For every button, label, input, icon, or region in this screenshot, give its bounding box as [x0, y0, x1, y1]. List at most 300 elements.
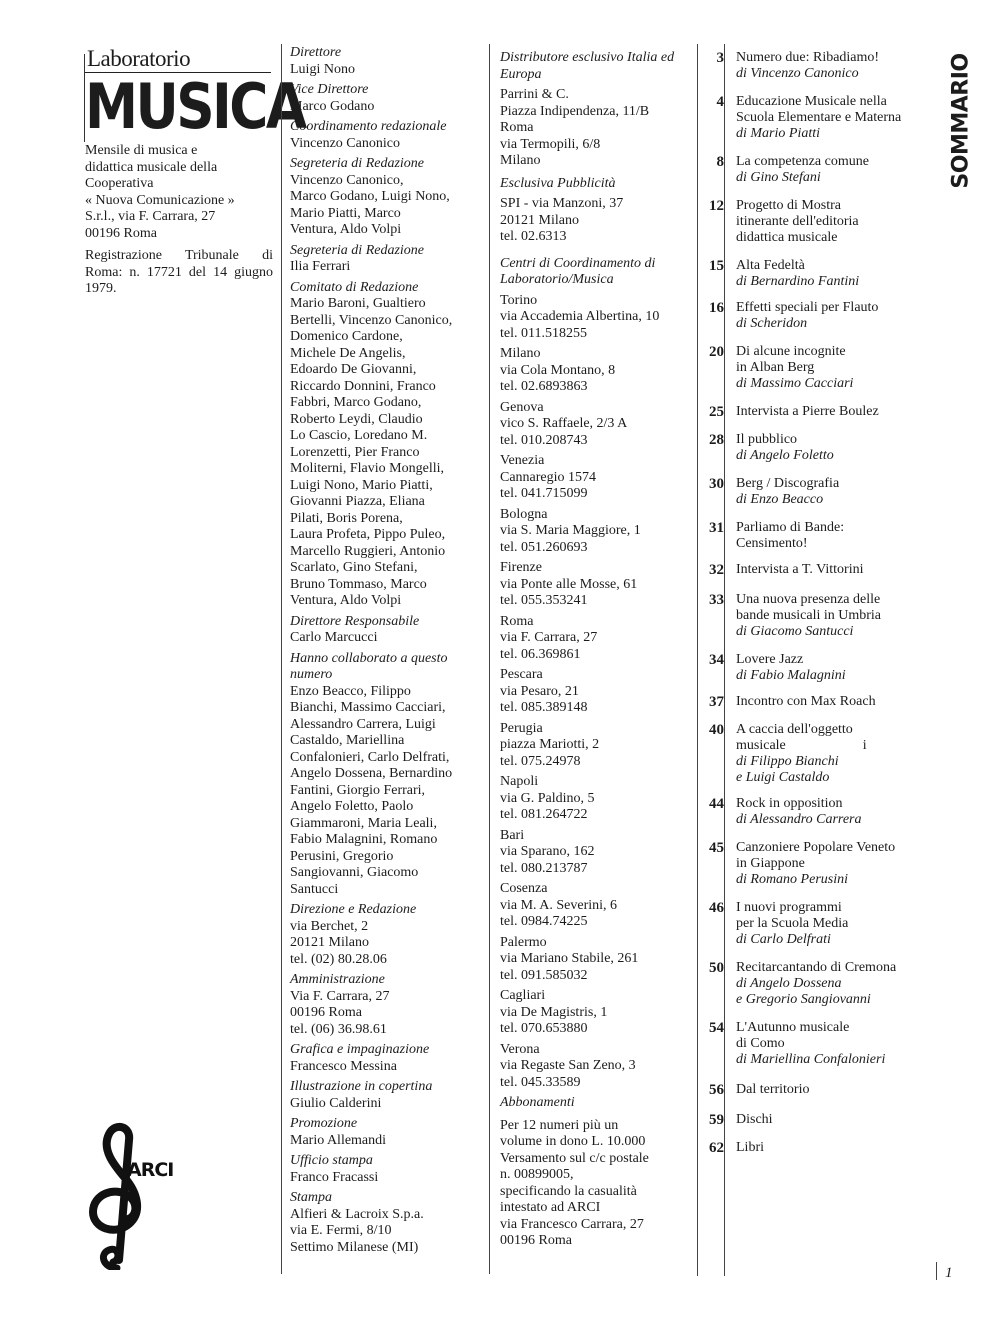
staff-name-line: 20121 Milano [290, 935, 369, 950]
toc-title-line: Scuola Elementare e Materna [736, 110, 902, 125]
toc-author-line: e Luigi Castaldo [736, 770, 830, 785]
staff-name-line: Fabbri, Marco Godano, [290, 395, 422, 410]
distributor-line: Roma [500, 120, 534, 135]
ads-block [500, 176, 696, 246]
center-city: Milano [500, 346, 541, 361]
staff-name-line: Mario Piatti, Marco [290, 205, 401, 221]
toc-author-line: di Vincenzo Canonico [736, 66, 859, 81]
toc-entry [697, 1140, 935, 1157]
staff-block [290, 1116, 480, 1149]
staff-name-line: 00196 Roma [290, 1005, 362, 1020]
center-city: Firenze [500, 560, 542, 575]
column-rule [281, 44, 282, 1274]
center-city: Genova [500, 399, 544, 415]
arci-logo [85, 1120, 205, 1270]
toc-title-line: Berg / Discografia [736, 476, 840, 491]
staff-name-line: Lo Cascio, Loredano M. [290, 428, 428, 443]
staff-name-line: Michele De Angelis, [290, 345, 406, 361]
staff-name-line: Perusini, Gregorio [290, 848, 394, 864]
staff-name-line: Lorenzetti, Pier Franco [290, 444, 420, 460]
staff-name-line: Francesco Messina [290, 1058, 397, 1074]
staff-name-line: Angelo Foletto, Paolo [290, 799, 414, 814]
staff-name-line: Bruno Tommaso, Marco [290, 576, 427, 592]
center-city: Torino [500, 292, 538, 308]
subscriptions-line: volume in dono L. 10.000 [500, 1134, 646, 1149]
center-address: via Mariano Stabile, 261 [500, 951, 639, 966]
staff-name-line: Pilati, Boris Porena, [290, 510, 403, 526]
center-city: Bologna [500, 506, 548, 522]
ads-line: tel. 02.6313 [500, 229, 567, 244]
toc-page-number: 46 [709, 900, 724, 916]
center-phone: tel. 070.653880 [500, 1021, 588, 1036]
center-address: via M. A. Severini, 6 [500, 897, 618, 913]
toc-title-line: Rock in opposition [736, 796, 843, 811]
center-address: Cannaregio 1574 [500, 469, 597, 485]
staff-role: Vice Direttore [290, 82, 369, 97]
toc-author-line: di Romano Perusini [736, 872, 848, 887]
toc-page-number: 34 [709, 652, 724, 668]
toc-text [736, 432, 935, 464]
page-number: 1 [945, 1265, 953, 1281]
toc-entry [697, 722, 935, 786]
logo-text: ARCI [127, 1159, 174, 1181]
toc-text [736, 344, 935, 392]
toc-page-number: 12 [709, 198, 724, 214]
toc-author-line: di Filippo Bianchi [736, 754, 839, 769]
center-address: piazza Mariotti, 2 [500, 737, 600, 752]
staff-name-line: Alfieri & Lacroix S.p.a. [290, 1206, 424, 1222]
toc-title-line: A caccia dell'oggetto [736, 722, 853, 737]
masthead-description [85, 143, 273, 242]
staff-role: Illustrazione in copertina [290, 1079, 433, 1094]
toc-entry [697, 404, 935, 421]
toc-page-number: 3 [716, 50, 724, 66]
toc-entry [697, 694, 935, 711]
centers-label: Centri di Coordinamento di Laboratorio/Musica [500, 255, 656, 287]
staff-name-line: Sangiovanni, Giacomo [290, 865, 419, 880]
toc-entry [697, 50, 935, 82]
toc-text [736, 404, 935, 420]
toc-text [736, 1020, 935, 1068]
description-line: didattica musicale della [85, 159, 218, 175]
staff-role: Stampa [290, 1190, 332, 1205]
staff-name-line: Confalonieri, Carlo Delfrati, [290, 749, 450, 765]
staff-name-line: Mario Allemandi [290, 1132, 387, 1148]
toc-title-line: musicale i [736, 738, 867, 753]
toc-text [736, 722, 935, 786]
center-address: via Sparano, 162 [500, 844, 595, 859]
toc-entry [697, 900, 935, 948]
center-address: vico S. Raffaele, 2/3 A [500, 416, 628, 431]
toc-title-line: Dischi [736, 1112, 773, 1127]
staff-name-line: Via F. Carrara, 27 [290, 988, 390, 1004]
subscriptions-line: intestato ad ARCI [500, 1200, 601, 1215]
subscriptions-label: Abbonamenti [500, 1095, 575, 1110]
contents-title [948, 52, 974, 189]
toc-page-number: 25 [709, 404, 724, 420]
staff-name-line: Santucci [290, 881, 339, 897]
staff-block [290, 1079, 480, 1112]
staff-block [290, 614, 480, 647]
staff-block [290, 1042, 480, 1075]
toc-entry [697, 652, 935, 684]
staff-name-line: Scarlato, Gino Stefani, [290, 560, 418, 575]
center-phone: tel. 010.208743 [500, 432, 588, 448]
toc-text [736, 1112, 935, 1128]
staff-name-line: Franco Fracassi [290, 1169, 379, 1185]
toc-title-line: Il pubblico [736, 432, 798, 447]
toc-page-number: 20 [709, 344, 724, 360]
staff-name-line: tel. (02) 80.28.06 [290, 951, 387, 967]
center-address: via Pesaro, 21 [500, 683, 579, 699]
toc-title-line: Incontro con Max Roach [736, 694, 876, 709]
toc-author-line: di Enzo Beacco [736, 492, 824, 507]
staff-role: Coordinamento redazionale [290, 119, 447, 134]
toc-title-line: Parliamo di Bande: [736, 520, 845, 535]
toc-text [736, 300, 935, 332]
staff-name-line: Edoardo De Giovanni, [290, 362, 417, 377]
staff-name-line: Bianchi, Massimo Cacciari, [290, 700, 446, 715]
staff-name-line: Giammaroni, Maria Leali, [290, 815, 437, 831]
toc-title-line: L'Autunno musicale [736, 1020, 850, 1035]
toc-text [736, 520, 935, 552]
toc-entry [697, 258, 935, 290]
staff-name-line: Riccardo Donnini, Franco [290, 378, 436, 394]
toc-entry [697, 840, 935, 888]
staff-role: Hanno collaborato a questo numero [290, 650, 448, 682]
staff-block [290, 243, 480, 276]
staff-name-line: Giulio Calderini [290, 1095, 382, 1111]
staff-role: Ufficio stampa [290, 1153, 373, 1168]
toc-text [736, 562, 935, 578]
center-city: Napoli [500, 774, 539, 789]
toc-text [736, 476, 935, 508]
toc-text [736, 960, 935, 1008]
toc-author-line: di Mario Piatti [736, 126, 820, 141]
toc-title-line: Una nuova presenza delle [736, 592, 881, 607]
staff-name-line: Ilia Ferrari [290, 259, 351, 274]
toc-title-line: Canzoniere Popolare Veneto [736, 840, 896, 855]
staff-block [290, 82, 480, 115]
center-city: Verona [500, 1041, 540, 1057]
center-address: via S. Maria Maggiore, 1 [500, 523, 641, 538]
staff-name-line: Marco Godano [290, 98, 375, 114]
center-phone: tel. 075.24978 [500, 753, 581, 769]
staff-name-line: Marcello Ruggieri, Antonio [290, 543, 446, 559]
staff-role: Grafica e impaginazione [290, 1042, 430, 1057]
staff-name-line: Luigi Nono, Mario Piatti, [290, 477, 433, 493]
subscriptions-line: Per 12 numeri più un [500, 1117, 619, 1133]
toc-page-number: 32 [709, 562, 724, 578]
toc-text [736, 900, 935, 948]
center-city: Bari [500, 827, 525, 843]
staff-block [290, 651, 480, 899]
toc-title-line: Censimento! [736, 536, 808, 551]
staff-name-line: Luigi Nono [290, 61, 355, 77]
toc-entry [697, 476, 935, 508]
center-address: via G. Paldino, 5 [500, 790, 595, 806]
toc-title-line: Di alcune incognite [736, 344, 846, 359]
center-phone: tel. 02.6893863 [500, 379, 588, 394]
toc-text [736, 694, 935, 710]
description-line: 00196 Roma [85, 225, 157, 241]
staff-role: Comitato di Redazione [290, 279, 419, 295]
staff-block [290, 972, 480, 1038]
staff-block [290, 156, 480, 239]
staff-name-line: Enzo Beacco, Filippo [290, 683, 411, 699]
center-address: via Accademia Albertina, 10 [500, 309, 660, 324]
toc-title-line: in Giappone [736, 856, 805, 871]
toc-title-line: per la Scuola Media [736, 916, 849, 931]
center-entry [500, 828, 696, 878]
distributor-line: Parrini & C. [500, 87, 569, 102]
center-entry [500, 293, 696, 343]
center-entry [500, 453, 696, 503]
staff-role: Segreteria di Redazione [290, 242, 425, 258]
ads-label: Esclusiva Pubblicità [500, 175, 616, 191]
description-line: S.r.l., via F. Carrara, 27 [85, 209, 216, 224]
description-line: Mensile di musica e [85, 143, 198, 158]
toc-page-number: 15 [709, 258, 724, 274]
toc-title-line: La competenza comune [736, 154, 869, 169]
toc-title-line: Recitarcantando di Cremona [736, 960, 897, 975]
toc-author-line: di Massimo Cacciari [736, 376, 854, 391]
toc-page-number: 31 [709, 520, 724, 536]
toc-entry [697, 432, 935, 464]
center-city: Palermo [500, 934, 547, 950]
distributor-line: Milano [500, 153, 541, 168]
toc-entry [697, 154, 935, 186]
subscriptions-line: via Francesco Carrara, 27 [500, 1216, 644, 1232]
toc-author-line: di Fabio Malagnini [736, 668, 846, 683]
toc-author-line: di Gino Stefani [736, 170, 821, 185]
staff-name-line: via E. Fermi, 8/10 [290, 1223, 392, 1238]
staff-block [290, 280, 480, 610]
subscriptions-line: n. 00899005, [500, 1167, 574, 1182]
toc-entry [697, 562, 935, 579]
center-entry [500, 1042, 696, 1092]
toc-entry [697, 1082, 935, 1099]
toc-title-line: Effetti speciali per Flauto [736, 300, 879, 315]
toc-author-line: di Angelo Dossena [736, 976, 842, 991]
center-entry [500, 881, 696, 931]
center-phone: tel. 06.369861 [500, 646, 581, 662]
toc-entry [697, 344, 935, 392]
toc-author-line: di Angelo Foletto [736, 448, 834, 463]
staff-name-line: Laura Profeta, Pippo Puleo, [290, 527, 446, 542]
toc-entry [697, 1112, 935, 1129]
center-address: via Ponte alle Mosse, 61 [500, 576, 638, 592]
toc-text [736, 1082, 935, 1098]
centers-list [500, 293, 696, 1092]
staff-name-line: Bertelli, Vincenzo Canonico, [290, 312, 453, 328]
staff-name-line: Ventura, Aldo Volpi [290, 593, 402, 608]
toc-entry [697, 520, 935, 552]
toc-text [736, 796, 935, 828]
staff-block [290, 45, 480, 78]
subscriptions-lines [500, 1118, 696, 1250]
staff-name-line: tel. (06) 36.98.61 [290, 1021, 387, 1037]
toc-page-number: 4 [716, 94, 724, 110]
center-address: via Cola Montano, 8 [500, 362, 616, 378]
center-city: Perugia [500, 720, 543, 736]
staff-name-line: Carlo Marcucci [290, 630, 378, 645]
toc-title-line: Numero due: Ribadiamo! [736, 50, 880, 65]
center-entry [500, 400, 696, 450]
contents-title-text: SOMMARIO [948, 52, 974, 189]
toc-author-line: e Gregorio Sangiovanni [736, 992, 871, 1007]
toc-text [736, 1140, 935, 1156]
staff-role: Amministrazione [290, 972, 385, 987]
staff-block [290, 1153, 480, 1186]
center-entry [500, 507, 696, 557]
masthead [85, 46, 305, 298]
toc-author-line: di Giacomo Santucci [736, 624, 854, 639]
center-address: via F. Carrara, 27 [500, 630, 598, 645]
center-phone: tel. 051.260693 [500, 539, 588, 555]
staff-role: Direttore Responsabile [290, 613, 420, 629]
toc-title-line: di Como [736, 1036, 785, 1051]
toc-title-line: Educazione Musicale nella [736, 94, 887, 109]
toc-title-line: didattica musicale [736, 230, 838, 245]
staff-role: Promozione [290, 1116, 358, 1131]
staff-name-line: Vincenzo Canonico [290, 135, 400, 151]
staff-name-line: Settimo Milanese (MI) [290, 1239, 419, 1255]
distributor-line: via Termopili, 6/8 [500, 136, 601, 152]
toc-entry [697, 300, 935, 332]
center-phone: tel. 085.389148 [500, 700, 588, 715]
toc-title-line: Libri [736, 1140, 764, 1155]
toc-page-number: 40 [709, 722, 724, 738]
center-city: Roma [500, 613, 534, 629]
center-entry [500, 721, 696, 771]
staff-block [290, 902, 480, 968]
toc-title-line: Intervista a T. Vittorini [736, 562, 864, 577]
toc-author-line: di Carlo Delfrati [736, 932, 831, 947]
toc-author-line: di Alessandro Carrera [736, 812, 862, 827]
toc-title-line: Alta Fedeltà [736, 258, 805, 273]
toc-title-line: Intervista a Pierre Boulez [736, 404, 879, 419]
distribution-column [500, 50, 696, 1254]
toc-entry [697, 94, 935, 142]
toc-entry [697, 960, 935, 1008]
center-phone: tel. 091.585032 [500, 967, 588, 983]
center-city: Cosenza [500, 881, 548, 896]
staff-name-line: Castaldo, Mariellina [290, 733, 405, 748]
staff-name-line: Vincenzo Canonico, [290, 172, 404, 188]
center-entry [500, 560, 696, 610]
toc-entry [697, 1020, 935, 1068]
center-phone: tel. 041.715099 [500, 486, 588, 501]
toc-title-line: itinerante dell'editoria [736, 214, 859, 229]
toc-page-number: 8 [716, 154, 724, 170]
ads-line: 20121 Milano [500, 212, 579, 228]
toc-text [736, 154, 935, 186]
toc-text [736, 592, 935, 640]
toc-text [736, 94, 935, 142]
toc-author-line: di Mariellina Confalonieri [736, 1052, 886, 1067]
staff-name-line: Moliterni, Flavio Mongelli, [290, 461, 444, 476]
ads-line: SPI - via Manzoni, 37 [500, 196, 624, 211]
centers-block [500, 256, 696, 1092]
staff-name-line: Domenico Cardone, [290, 329, 403, 344]
masthead-big-title: MUSICA [85, 70, 305, 143]
staff-name-line: Fabio Malagnini, Romano [290, 832, 438, 847]
center-phone: tel. 055.353241 [500, 593, 588, 608]
toc-text [736, 258, 935, 290]
subscriptions-block [500, 1095, 696, 1250]
staff-name-line: Marco Godano, Luigi Nono, [290, 189, 450, 204]
description-line: Cooperativa [85, 176, 154, 191]
staff-role: Direzione e Redazione [290, 902, 417, 917]
toc-page-number: 59 [709, 1112, 724, 1128]
masthead-small-title: Laboratorio [87, 46, 191, 71]
center-phone: tel. 045.33589 [500, 1074, 581, 1090]
toc-author-line: di Bernardino Fantini [736, 274, 860, 289]
center-entry [500, 346, 696, 396]
staff-block [290, 119, 480, 152]
toc-text [736, 198, 935, 246]
toc-page-number: 30 [709, 476, 724, 492]
toc-page-number: 56 [709, 1082, 724, 1098]
toc-title-line: Dal territorio [736, 1082, 810, 1097]
toc-title-line: Progetto di Mostra [736, 198, 841, 213]
toc-page-number: 37 [709, 694, 724, 710]
description-line: « Nuova Comunicazione » [85, 192, 235, 208]
center-address: via De Magistris, 1 [500, 1004, 608, 1020]
subscriptions-line: Versamento sul c/c postale [500, 1150, 649, 1166]
distributor-label: Distributore esclusivo Italia ed Europa [500, 50, 675, 82]
staff-name-line: Alessandro Carrera, Luigi [290, 716, 436, 732]
center-city: Venezia [500, 453, 545, 468]
staff-block [290, 1190, 480, 1256]
toc-title-line: in Alban Berg [736, 360, 815, 375]
center-city: Pescara [500, 667, 543, 682]
toc-page-number: 16 [709, 300, 724, 316]
toc-entry [697, 198, 935, 246]
toc-page-number: 54 [709, 1020, 724, 1036]
staff-name-line: Angelo Dossena, Bernardino [290, 766, 453, 781]
staff-column [290, 45, 480, 1260]
ads-lines [500, 196, 696, 246]
subscriptions-line: 00196 Roma [500, 1233, 572, 1248]
staff-name-line: via Berchet, 2 [290, 918, 369, 934]
toc-page-number: 33 [709, 592, 724, 608]
center-address: via Regaste San Zeno, 3 [500, 1058, 636, 1073]
center-phone: tel. 080.213787 [500, 860, 588, 876]
staff-name-line: Giovanni Piazza, Eliana [290, 494, 425, 509]
distributor-line: Piazza Indipendenza, 11/B [500, 103, 650, 119]
toc-entry [697, 592, 935, 640]
staff-name-line: Mario Baroni, Gualtiero [290, 296, 426, 311]
staff-name-line: Fantini, Giorgio Ferrari, [290, 782, 426, 798]
toc-page-number: 50 [709, 960, 724, 976]
page-number-rule [936, 1262, 937, 1280]
center-entry [500, 988, 696, 1038]
center-entry [500, 774, 696, 824]
center-entry [500, 667, 696, 717]
toc-page-number: 45 [709, 840, 724, 856]
toc-text [736, 652, 935, 684]
distributor-block [500, 50, 696, 170]
toc-page-number: 44 [709, 796, 724, 812]
toc-text [736, 840, 935, 888]
staff-role: Segreteria di Redazione [290, 156, 425, 171]
toc-title-line: I nuovi programmi [736, 900, 842, 915]
toc-text [736, 50, 935, 82]
toc-page-number: 62 [709, 1140, 724, 1156]
center-phone: tel. 011.518255 [500, 325, 587, 341]
